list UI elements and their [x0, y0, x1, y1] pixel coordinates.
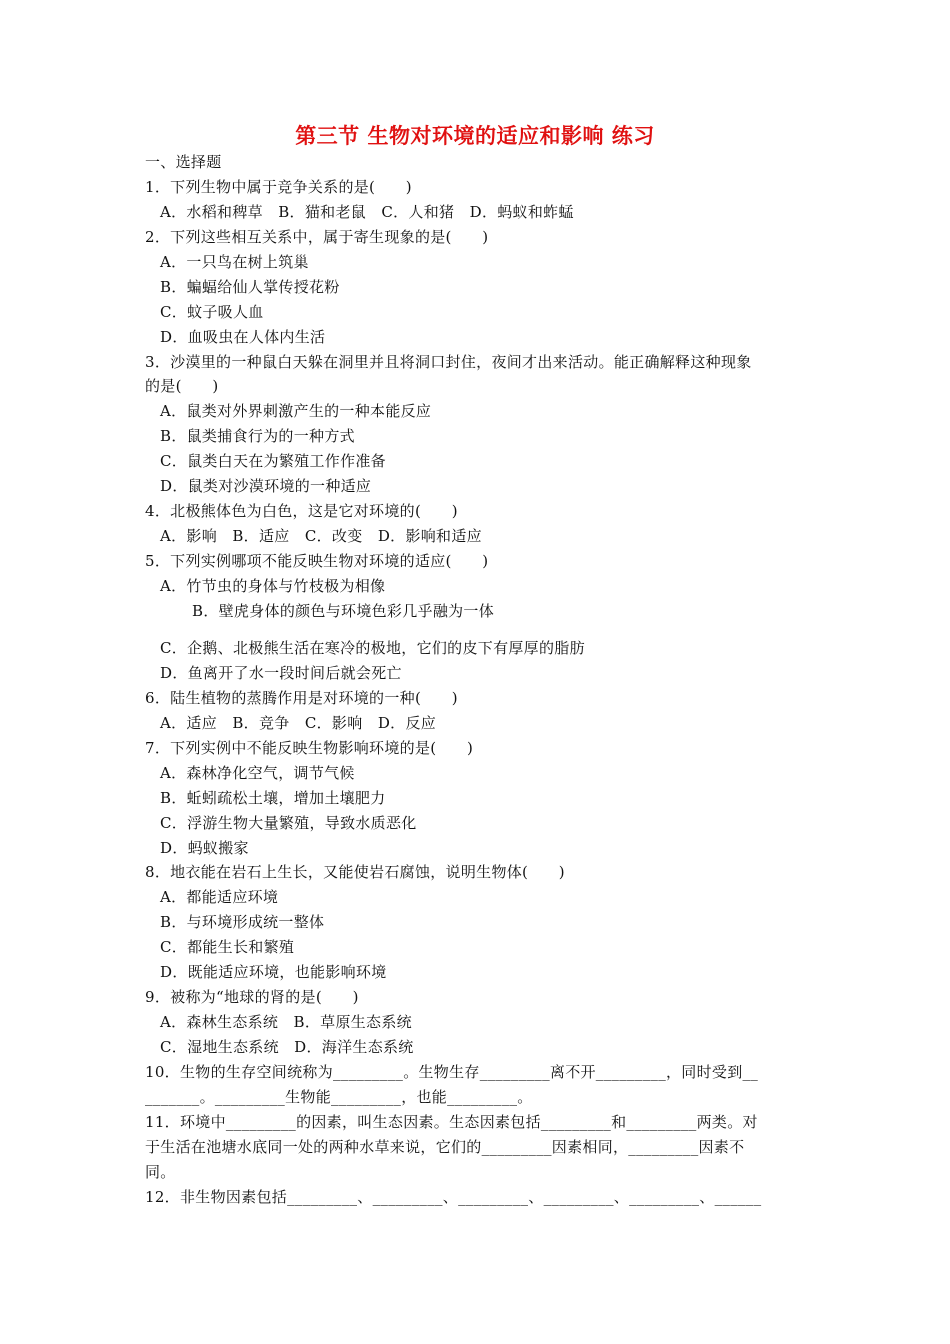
text-line: D．鱼离开了水一段时间后就会死亡: [160, 664, 402, 682]
text-line: D．鼠类对沙漠环境的一种适应: [160, 477, 372, 495]
text-line: 7．下列实例中不能反映生物影响环境的是( ): [145, 739, 474, 757]
text-line: 4．北极熊体色为白色，这是它对环境的( ): [145, 502, 458, 520]
text-line: C．蚊子吸人血: [160, 303, 264, 321]
text-line: _______。_________生物能_________，也能_________。: [145, 1088, 533, 1106]
text-line: 9．被称为“地球的肾的是( ): [145, 988, 359, 1006]
text-line: A．森林净化空气，调节气候: [160, 764, 355, 782]
text-line: D．既能适应环境，也能影响环境: [160, 963, 387, 981]
text-line: A．竹节虫的身体与竹枝极为相像: [160, 577, 386, 595]
text-line: A．森林生态系统 B．草原生态系统: [160, 1013, 412, 1031]
text-line: B．蝙蝠给仙人掌传授花粉: [160, 278, 340, 296]
text-line: A．都能适应环境: [160, 888, 279, 906]
text-line: D．血吸虫在人体内生活: [160, 328, 326, 346]
text-line: 同。: [145, 1163, 176, 1181]
text-line: 2．下列这些相互关系中，属于寄生现象的是( ): [145, 228, 489, 246]
text-line: D．蚂蚁搬家: [160, 839, 249, 857]
text-line: 5．下列实例哪项不能反映生物对环境的适应( ): [145, 552, 489, 570]
text-line: 1．下列生物中属于竞争关系的是( ): [145, 178, 412, 196]
text-line: 12．非生物因素包括_________、_________、_________、_________、_________、______: [145, 1188, 762, 1206]
text-line: 11．环境中_________的因素，叫生态因素。生态因素包括_________和_________两类。对: [145, 1113, 758, 1131]
text-line: B．蚯蚓疏松土壤，增加土壤肥力: [160, 789, 386, 807]
text-line: A．一只鸟在树上筑巢: [160, 253, 309, 271]
text-line: A．适应 B．竞争 C．影响 D．反应: [160, 714, 437, 732]
text-line: A．影响 B．适应 C．改变 D．影响和适应: [160, 527, 482, 545]
text-line: B．鼠类捕食行为的一种方式: [160, 427, 355, 445]
text-line: C．浮游生物大量繁殖，导致水质恶化: [160, 814, 417, 832]
text-line: C．湿地生态系统 D．海洋生态系统: [160, 1038, 414, 1056]
text-line: 一、选择题: [145, 153, 222, 171]
text-line: 于生活在池塘水底同一处的两种水草来说，它们的_________因素相同，_________因素不: [145, 1138, 745, 1156]
text-line: B．与环境形成统一整体: [160, 913, 325, 931]
text-line: 的是( ): [145, 377, 219, 395]
text-line: 8．地衣能在岩石上生长，又能使岩石腐蚀，说明生物体( ): [145, 863, 565, 881]
text-line: C．企鹅、北极熊生活在寒冷的极地，它们的皮下有厚厚的脂肪: [160, 639, 585, 657]
text-line: C．鼠类白天在为繁殖工作作准备: [160, 452, 386, 470]
text-line: C．都能生长和繁殖: [160, 938, 295, 956]
text-line: A．水稻和稗草 B．猫和老鼠 C．人和猪 D．蚂蚁和蚱蜢: [160, 203, 574, 221]
document-title: 第三节 生物对环境的适应和影响 练习: [295, 124, 655, 148]
text-line: 6．陆生植物的蒸腾作用是对环境的一种( ): [145, 689, 458, 707]
text-line: A．鼠类对外界刺激产生的一种本能反应: [160, 402, 432, 420]
text-line: 3．沙漠里的一种鼠白天躲在洞里并且将洞口封住，夜间才出来活动。能正确解释这种现象: [145, 353, 752, 371]
text-line: B．壁虎身体的颜色与环境色彩几乎融为一体: [192, 602, 495, 620]
text-line: 10．生物的生存空间统称为_________。生物生存_________离不开_________，同时受到__: [145, 1063, 759, 1081]
